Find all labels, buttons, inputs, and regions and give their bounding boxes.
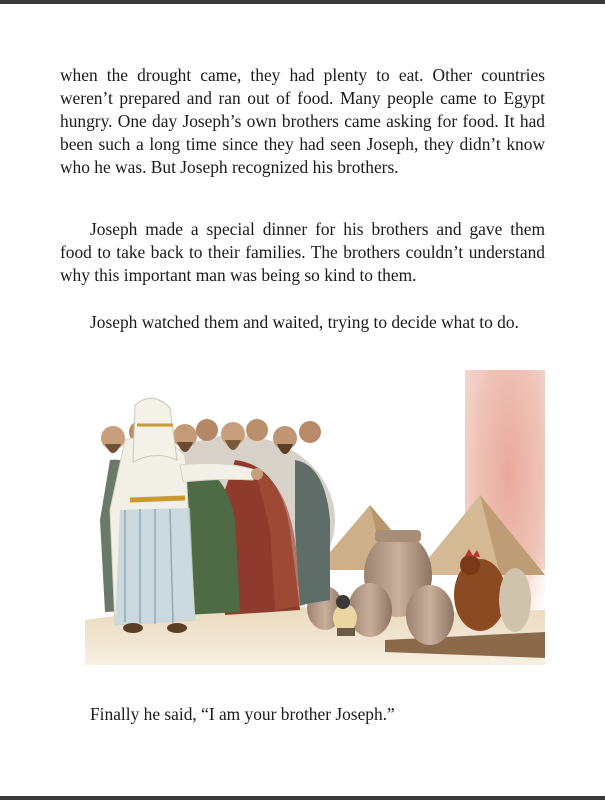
illustration-joseph-and-brothers xyxy=(85,370,545,665)
paragraph-drought: when the drought came, they had plenty to eat. Other countries weren’t prepared and ran out of food. Many people came to Egypt hungry. One day Joseph’s own brothers came asking for food. It had been such a long time since they had seen Joseph, they didn’t know who he was. But Joseph recognized his brothers. xyxy=(60,65,545,177)
top-border xyxy=(0,0,605,4)
paragraph-special-dinner: Joseph made a special dinner for his brothers and gave them food to take back to their families. The brothers couldn’t understand why this important man was being so kind to them. xyxy=(60,219,545,285)
bottom-border xyxy=(0,796,605,800)
paragraph-i-am-joseph: Finally he said, “I am your brother Joseph.” xyxy=(90,704,395,724)
illustration-svg xyxy=(85,370,545,665)
joseph-headdress xyxy=(133,398,177,462)
paragraph-joseph-waited: Joseph watched them and waited, trying to decide what to do. xyxy=(90,312,519,332)
